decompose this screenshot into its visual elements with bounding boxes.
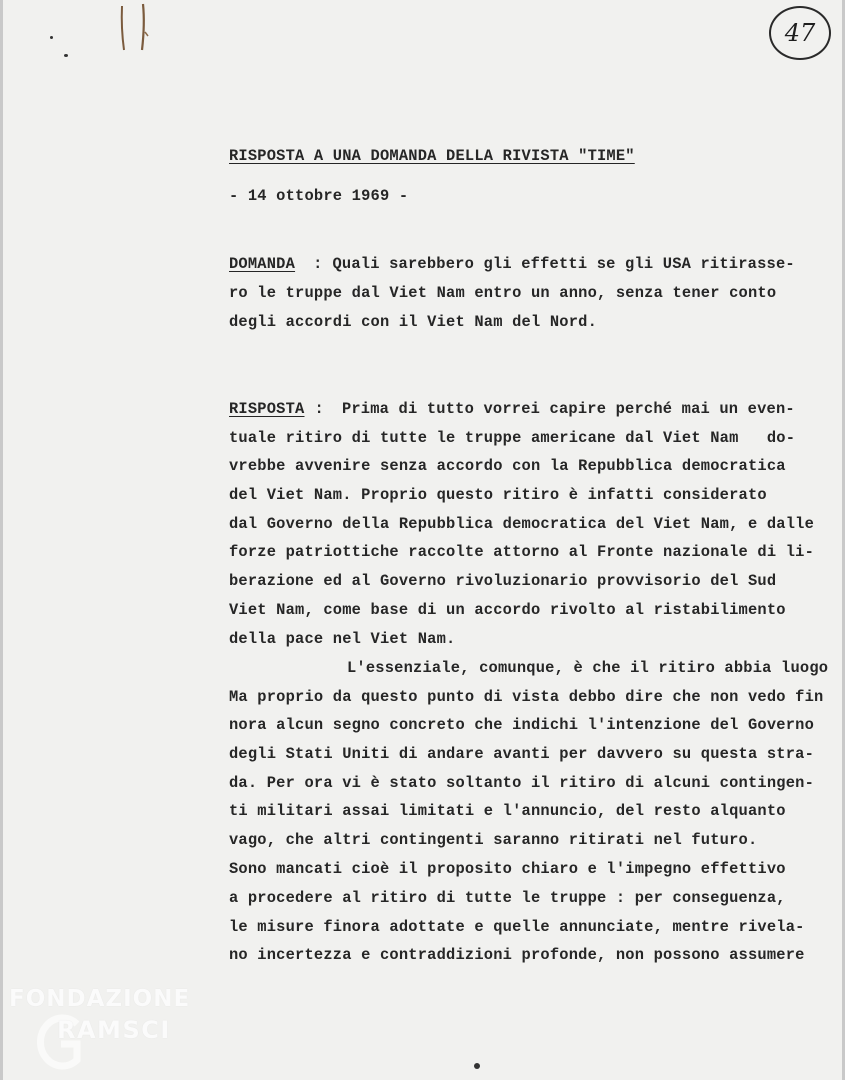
- document-page: [3, 0, 842, 1080]
- answer-line: Viet Nam, come base di un accordo rivolto al ristabilimento: [229, 601, 786, 619]
- watermark-line-2: RAMSCI: [57, 1016, 171, 1044]
- answer-text-line: Prima di tutto vorrei capire perché mai un even-: [341, 400, 795, 418]
- question-line-2: ro le truppe dal Viet Nam entro un anno, senza tener conto: [229, 284, 777, 302]
- answer-label: RISPOSTA: [229, 400, 305, 418]
- speck-bottom: [474, 1063, 480, 1069]
- answer-line-1: [229, 400, 795, 418]
- answer-line: le misure finora adottate e quelle annunciate, mentre rivela-: [229, 918, 805, 936]
- answer-line: ti militari assai limitati e l'annuncio, del resto alquanto: [229, 802, 786, 820]
- page-number-circle: [769, 6, 831, 60]
- answer-separator: :: [314, 400, 324, 418]
- speck-top-left: [50, 36, 53, 39]
- answer-line: tuale ritiro di tutte le truppe americane dal Viet Nam do-: [229, 429, 796, 447]
- answer-paragraph-start: L'essenziale, comunque, è che il ritiro abbia luogo: [347, 659, 829, 677]
- answer-line: no incertezza e contraddizioni profonde, non possono assumere: [229, 946, 805, 964]
- answer-line: berazione ed al Governo rivoluzionario provvisorio del Sud: [229, 572, 777, 590]
- answer-line: vrebbe avvenire senza accordo con la Repubblica democratica: [229, 457, 786, 475]
- question-label: DOMANDA: [229, 255, 296, 273]
- answer-line: Sono mancati cioè il proposito chiaro e l'impegno effettivo: [229, 860, 786, 878]
- answer-line: forze patriottiche raccolte attorno al Fronte nazionale di li-: [229, 543, 815, 561]
- answer-line: degli Stati Uniti di andare avanti per davvero su questa stra-: [229, 745, 815, 763]
- question-separator: :: [313, 255, 323, 273]
- binding-mark-icon: [119, 2, 153, 52]
- question-line-3: degli accordi con il Viet Nam del Nord.: [229, 313, 597, 331]
- answer-line: vago, che altri contingenti saranno ritirati nel futuro.: [229, 831, 758, 849]
- answer-line: Ma proprio da questo punto di vista debbo dire che non vedo fin: [229, 688, 824, 706]
- answer-line: da. Per ora vi è stato soltanto il ritiro di alcuni contingen-: [229, 774, 815, 792]
- fondazione-gramsci-watermark: [9, 986, 219, 1076]
- page-number: 47: [784, 19, 816, 47]
- document-title: RISPOSTA A UNA DOMANDA DELLA RIVISTA "TIME": [229, 147, 635, 165]
- speck-top-left-2: [64, 54, 68, 57]
- answer-line: a procedere al ritiro di tutte le truppe : per conseguenza,: [229, 889, 786, 907]
- answer-line: del Viet Nam. Proprio questo ritiro è infatti considerato: [229, 486, 767, 504]
- answer-line: nora alcun segno concreto che indichi l'intenzione del Governo: [229, 716, 815, 734]
- watermark-line-1: FONDAZIONE: [9, 986, 191, 1012]
- answer-line: dal Governo della Repubblica democratica del Viet Nam, e dalle: [229, 515, 815, 533]
- question-line-1: [229, 255, 795, 273]
- date-line: - 14 ottobre 1969 -: [229, 187, 409, 205]
- answer-line: della pace nel Viet Nam.: [229, 630, 456, 648]
- question-text-line: Quali sarebbero gli effetti se gli USA ritirasse-: [332, 255, 795, 273]
